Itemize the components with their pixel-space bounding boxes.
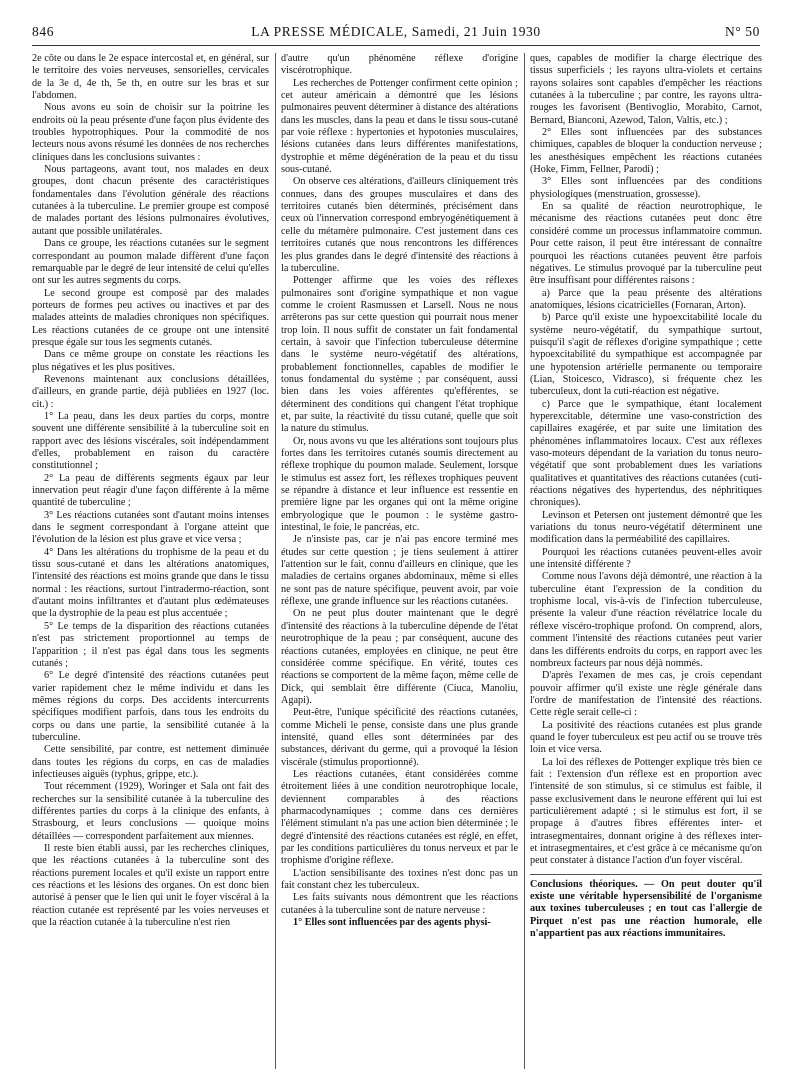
paragraph: Cette sensibilité, par contre, est nettement diminuée dans toutes les régions du corps, en cas de maladies infectieuses aiguës (typhus, grippe, etc.).: [32, 744, 269, 780]
paragraph: Or, nous avons vu que les altérations sont toujours plus fortes dans les territoires cutanés soumis directement au réflexe trophique du poumon malade. Seulement, lorsque le stimulus est assez fort, les réflexes trophiques peuvent se répandre à distance et leur influence est ressentie en première ligne par les organes qui ont la même origine embryologique que le poumon : le système gastro-intestinal, le foie, le pancréas, etc.: [281, 435, 518, 534]
paragraph: Comme nous l'avons déjà démontré, une réaction à la tuberculine étant l'expression de la condition du trophisme local, vis-à-vis de l'infection tuberculeuse, présente la valeur d'une réaction révélatrice locale du réflexe viscéro-trophique profond. On comprend, alors, comment l'intensité des réactions cutanées peut varier dans les différents endroits du corps, en rapport avec les nombreux facteurs par nous déjà nommés.: [530, 571, 762, 669]
text-column-2: [281, 53, 518, 1075]
paragraph: d'autre qu'un phénomène réflexe d'origine viscérotrophique.: [281, 53, 518, 77]
paragraph: La loi des réflexes de Pottenger explique très bien ce fait : l'extension d'un réflexe est en proportion avec l'intensité de son stimulus, si ce stimulus est faible, il passe exclusivement dans le neurone efférent qui lui est particulièrement adapté ; si le stimulus est fort, il se propage à d'autres fibres efférentes inter- et intrasegmentaires, donnant origine à des réflexes inter- et intrasegmentaires, et c'est grâce à ce mécanisme qu'on peut constater à distance l'action d'un foyer viscéral.: [530, 756, 762, 867]
paragraph: Les réactions cutanées, étant considérées comme étroitement liées à une condition neurotrophique locale, deviennent comparables à des réactions pharmacodynamiques ; comme dans ces dernières l'élément stimulant n'a pas une action bien déterminée ; le degré d'intensité des réactions cutanées est réglé, en effet, par les conditions particulières du tonus nerveux et par le trophisme d'origine réflexe.: [281, 768, 518, 867]
paragraph: Pottenger affirme que les voies des réflexes pulmonaires sont d'origine sympathique et non vague comme le croient Rasmussen et Larsell. Nous ne nous arrêterons pas sur cette question qui pourrait nous mener trop loin. Il nous suffit de constater un fait fondamental certain, à savoir que l'infection tuberculeuse détermine dans le système neuro-végétatif des altérations, probablement fonctionnelles, capables de modifier le tonus fondamental du système ; par conséquent, aussi bien dans les voies afférentes qu'efférentes, se déterminent des conditions qui changent l'état trophique et, par suite, la réactivité du tissu cutané, quelle que soit la nature du stimulus.: [281, 275, 518, 435]
paragraph: Il reste bien établi aussi, par les recherches cliniques, que les réactions cutanées à la tuberculine sont des réactions purement locales et qu'il existe un rapport entre ces réactions et les lésions des organes. On est donc bien autorisé à penser que le lien qui unit le foyer viscéral à la réaction cutanée est représenté par les voies nerveuses et que la réaction cutanée à la tuberculine n'est rien: [32, 843, 269, 929]
paragraph: Pourquoi les réactions cutanées peuvent-elles avoir une intensité différente ?: [530, 546, 762, 571]
paragraph: La positivité des réactions cutanées est plus grande quand le foyer tuberculeux est peu actif ou se trouve très loin et vice versa.: [530, 719, 762, 756]
paragraph: c) Parce que le sympathique, étant localement hyperexcitable, détermine une vaso-constriction des capillaires exagérée, et par suite une limitation des phénomènes inflammatoires locaux. C'est aux réflexes vaso-moteurs dépendant de la variation du tonus neuro-végétatif que sont probablement dues les variations qualitatives et quantitatives des réactions cutanées (cuti-réactions négatives des hypertendus, des néphritiques chroniques).: [530, 398, 762, 509]
paragraph: 2e côte ou dans le 2e espace intercostal et, en général, sur le territoire des voies nerveuses, sensorielles, cervicales de la 3e d, 4e th, 5e th, en outre sur les bras et sur l'abdomen.: [32, 53, 269, 102]
paragraph: 3° Elles sont influencées par des conditions physiologiques (menstruation, grossesse).: [530, 176, 762, 200]
section-divider: [530, 874, 762, 875]
text-column-1: [32, 53, 269, 1075]
paragraph: 3° Les réactions cutanées sont d'autant moins intenses dans le segment correspondant à l'organe atteint que l'évolution de la lésion est plus grave et vice versa ;: [32, 509, 269, 546]
paragraph: 2° Elles sont influencées par des substances chimiques, capables de bloquer la conduction nerveuse ; les anesthésiques empêchent les réactions cutanées (Hoke, Fimm, Fellner, Parodi) ;: [530, 127, 762, 176]
paragraph: Tout récemment (1929), Woringer et Sala ont fait des recherches sur la sensibilité cutanée à la tuberculine des différentes parties du corps à la clinique des enfants, à Strasbourg, et leurs conclusions — quoique moins détaillées — correspondent parfaitement aux miennes.: [32, 781, 269, 842]
paragraph: Nous partageons, avant tout, nos malades en deux groupes, dont chacun présente des caractéristiques fondamentales dans l'évolution générale des réactions cutanées à la tuberculine. Le premier groupe est composé de malades portant des lésions pulmonaires évolutives, autant que possible unilatérales.: [32, 164, 269, 237]
paragraph: 6° Le degré d'intensité des réactions cutanées peut varier rapidement chez le même individu et dans les mêmes régions du corps. Des accidents intercurrents spécifiques modifient parfois, dans tous les endroits du corps ou dans une partie, la sensibilité cutanée à la tuberculine.: [32, 670, 269, 743]
paragraph: D'après l'examen de mes cas, je crois cependant pouvoir affirmer qu'il existe une règle générale dans l'ordre de manifestation de l'intensité des réactions. Cette règle serait celle-ci :: [530, 670, 762, 719]
paragraph: Les recherches de Pottenger confirment cette opinion ; cet auteur américain a démontré que les lésions pulmonaires peuvent déterminer à distance des altérations dans les muscles, dans la peau et dans le tissu sous-cutané par voie réflexe : hypertonies et hypotonies musculaires, lésions cutanées dans leurs différentes manifestations, dystrophie et même dégénération de la peau et du tissu sous-cutané.: [281, 77, 518, 176]
paragraph: Dans ce même groupe on constate les réactions les plus négatives et les plus positives.: [32, 349, 269, 373]
text-column-3: [530, 53, 762, 1075]
paragraph: 4° Dans les altérations du trophisme de la peau et du tissu sous-cutané et dans les altérations anatomiques, l'intensité des réactions est moins grande que dans le tissu normal : les réactions, surtout l'intradermo-réaction, sont d'autant moins infiltrantes et d'autant plus œdémateuses que la dystrophie de la peau est plus accentuée ;: [32, 546, 269, 620]
paragraph: ques, capables de modifier la charge électrique des tissus superficiels ; les rayons ultra-violets et certains rayons solaires sont capables d'empêcher les réactions cutanées à la tuberculine ; par contre, les rayons ultra-rouges les favorisent (Bentivoglio, Morabito, Carnot, Bernard, Bianconi, Azewod, Talon, Valtis, etc.) ;: [530, 53, 762, 126]
paragraph: En sa qualité de réaction neurotrophique, le mécanisme des réactions cutanées peut donc être considéré comme un processus inflammatoire commun. Pour cette raison, il peut être intéressant de connaître pourquoi les réactions cutanées peuvent être parfois négatives. Le stimulus provoqué par la tuberculine peut être insuffisant pour différentes raisons :: [530, 201, 762, 287]
journal-title: LA PRESSE MÉDICALE, Samedi, 21 Juin 1930: [251, 24, 541, 39]
page-number: 846: [32, 24, 55, 39]
paragraph: a) Parce que la peau présente des altérations anatomiques, lésions cicatricielles (Fornaran, Arton).: [530, 287, 762, 311]
paragraph: Revenons maintenant aux conclusions détaillées, d'ailleurs, en grande partie, déjà publiées en 1927 (loc. cit.) :: [32, 373, 269, 410]
paragraph: Levinson et Petersen ont justement démontré que les variations du tonus neuro-végétatif déterminent une modification dans la perméabilité des capillaires.: [530, 509, 762, 546]
page-header: [32, 24, 760, 44]
paragraph: L'action sensibilisante des toxines n'est donc pas un fait constant chez les tuberculeux.: [281, 867, 518, 892]
paragraph: On ne peut plus douter maintenant que le degré d'intensité des réactions à la tuberculine dépende de l'état neurotrophique de la peau ; par conséquent, aucune des réactions cutanées, employées en clinique, ne peut être considérée comme spécifique. En vérité, toutes ces réactions se comportent de la même façon, même celle de Dick, qui semblait être différente (Ciuca, Manoliu, Agapi).: [281, 608, 518, 706]
paragraph: On observe ces altérations, d'ailleurs cliniquement très connues, dans des groupes musculaires et dans des territoires cutanés bien déterminés, précisément dans ceux où l'innervation correspond embryogénétiquement à celle du métamère pulmonaire. C'est justement dans ces territoires cutanés que nous rencontrons les différences les plus grandes dans le degré d'intensité des réactions à la tuberculine.: [281, 176, 518, 274]
paragraph: Je n'insiste pas, car je n'ai pas encore terminé mes études sur cette question ; je tiens seulement à attirer l'attention sur le fait, connu d'ailleurs en clinique, que les maladies de certains organes abdominaux, même si elles ne sont pas de nature spécifique, peuvent avoir, par voie réflexe, une grande influence sur les réactions cutanées.: [281, 534, 518, 608]
issue-number: N° 50: [724, 24, 760, 39]
paragraph: Peut-être, l'unique spécificité des réactions cutanées, comme Micheli le pense, consiste dans une plus grande intensité, quand elles sont déterminées par des substances, dérivant du germe, qui a provoqué la lésion viscérale (stimulus proportionné).: [281, 707, 518, 768]
paragraph: Les faits suivants nous démontrent que les réactions cutanées à la tuberculine sont de nature nerveuse :: [281, 892, 518, 916]
paragraph: Le second groupe est composé par des malades porteurs de formes peu actives ou inactives et par des malades atteints de maladies chroniques non spécifiques. Les réactions cutanées de ce groupe ont une intensité presque égale sur tous les segments cutanés.: [32, 287, 269, 348]
header-rule: [32, 45, 760, 46]
column-divider: [275, 53, 276, 1069]
paragraph: 1° La peau, dans les deux parties du corps, montre souvent une différente sensibilité à la tuberculine soit en rapport avec des lésions viscérales, soit indépendamment d'elles, probablement en raison du caractère constitutionnel ;: [32, 410, 269, 472]
paragraph: 5° Le temps de la disparition des réactions cutanées n'est pas strictement proportionnel au temps de l'apparition ; il n'est pas égal dans tous les segments cutanés ;: [32, 620, 269, 669]
paragraph: 1° Elles sont influencées par des agents physi-: [293, 917, 491, 929]
paragraph: Dans ce groupe, les réactions cutanées sur le segment correspondant au poumon malade diffèrent d'une façon remarquable par le degré de leur intensité de celui qu'elles ont sur les autres segments du corps.: [32, 238, 269, 287]
paragraph: 2° La peau de différents segments égaux par leur innervation peut réagir d'une façon différente à la même quantité de tuberculine ;: [32, 472, 269, 509]
paragraph: b) Parce qu'il existe une hypoexcitabilité locale du système neuro-végétatif, du sympathique surtout, puisqu'il s'agit de réflexes d'origine sympathique ; cette hypoexcitabilité du sympathique est accompagnée par une hypotension artérielle permanente ou temporaire (Lian, Stoicesco, Vidrasco), si fréquente chez les tuberculeux, dont la cuti-réaction est négative.: [530, 312, 762, 398]
paragraph: Nous avons eu soin de choisir sur la poitrine les endroits où la peau présente d'une façon plus évidente des troubles hypotrophiques. Pour la commodité de nos lecteurs nous avons résumé les données de nos recherches cliniques dans les conclusions suivantes :: [32, 102, 269, 163]
conclusion-paragraph: Conclusions théoriques. — On peut douter qu'il existe une véritable hypersensibilité de l'organisme aux toxines tuberculeuses ; en tout cas l'allergie de Pirquet n'est pas une réaction humorale, elle n'appartient pas aux réactions immunitaires.: [530, 878, 762, 940]
column-divider: [524, 53, 525, 1069]
